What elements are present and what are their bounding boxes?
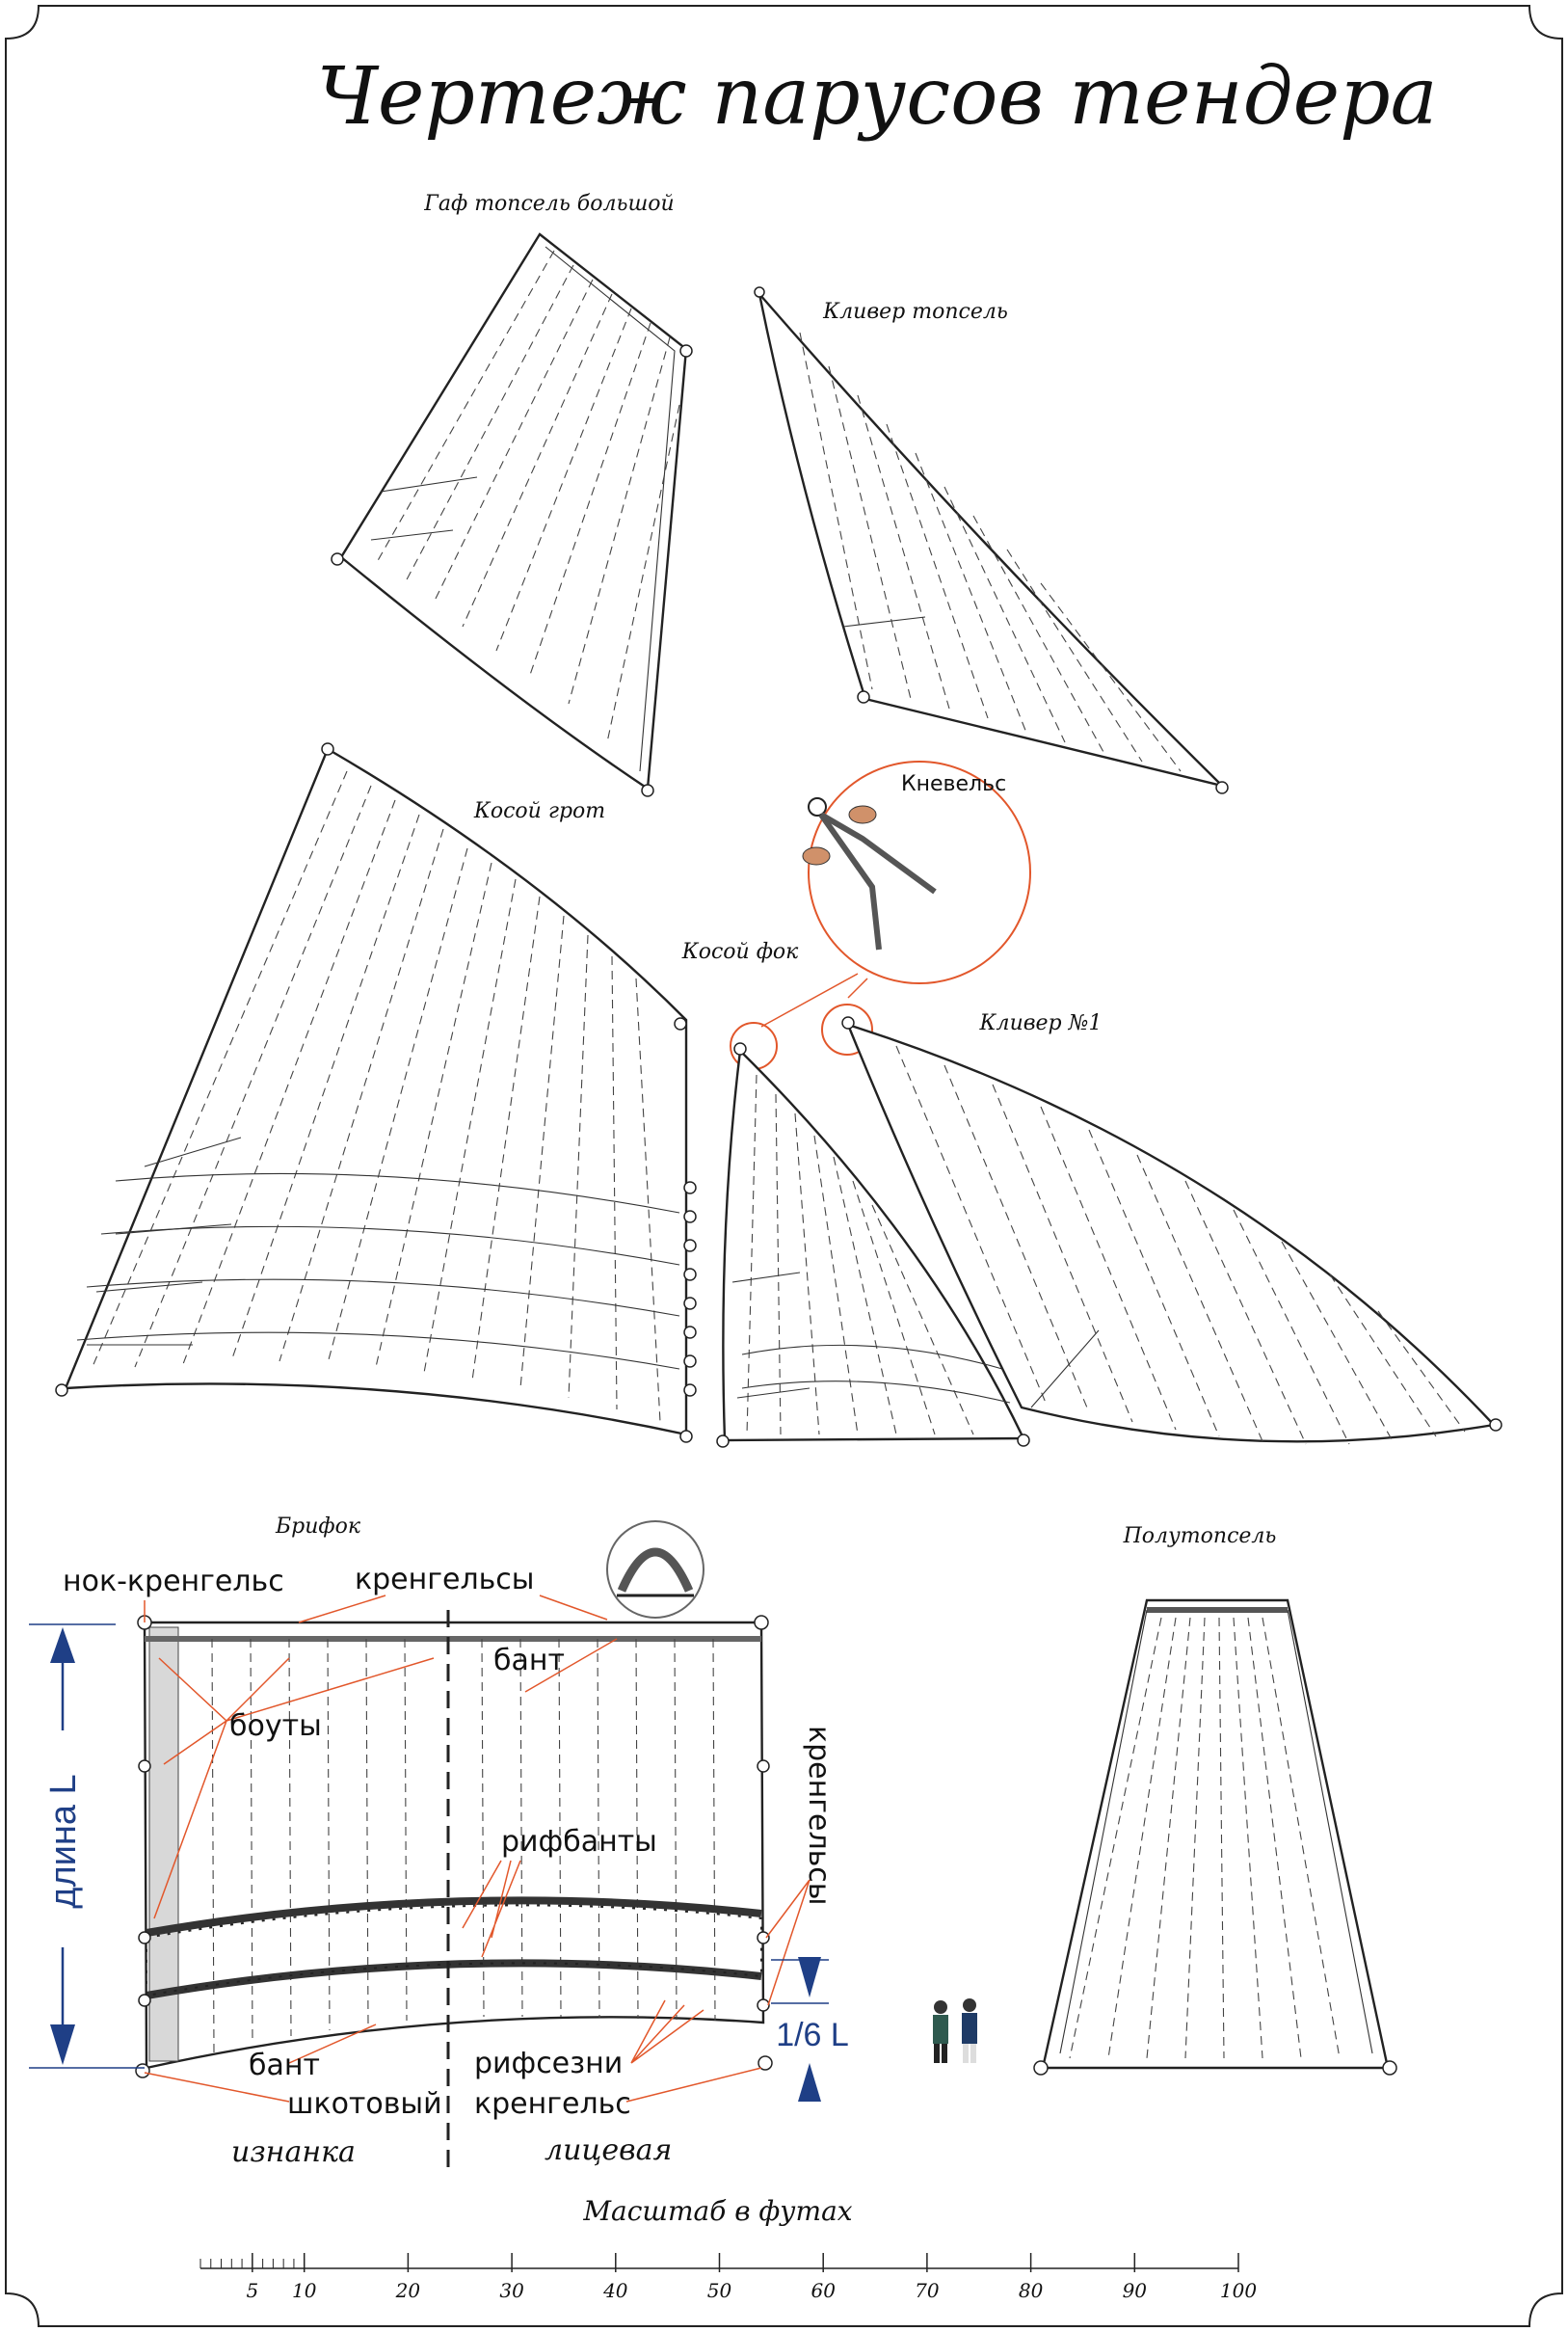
bant-top-label: бант [493,1644,565,1677]
scale-tick-label: 60 [811,2279,836,2302]
nok-krengels-label: нок-кренгельс [63,1565,284,1598]
sixth-label: 1/6 L [776,2017,849,2053]
bant-bottom-label: бант [249,2049,320,2082]
spritsail-drawing [136,1610,772,2169]
scale-tick-label: 100 [1219,2279,1258,2302]
scale-bar [200,2253,1257,2302]
scale-tick-label: 90 [1122,2279,1148,2302]
front-side-label: лицевая [545,2133,673,2167]
half-topsail-label: Полутопсель [1123,1524,1277,1548]
krengelsy-top-label: кренгельсы [355,1563,535,1596]
gaff-topsail-label: Гаф топсель большой [424,192,675,216]
gaff-topsail-drawing [332,234,692,796]
spritsail-label: Брифок [275,1514,361,1539]
krengelsy-side-label: кренгельсы [802,1726,836,1906]
half-topsail-drawing [1034,1600,1396,2075]
scale-tick-label: 40 [603,2279,628,2302]
mainsail-label: Косой грот [473,799,606,823]
reverse-side-label: изнанка [231,2135,356,2169]
foresail-label: Косой фок [681,940,799,964]
scale-tick-label: 30 [499,2279,524,2302]
length-label: длина L [43,1774,84,1909]
scale-tick-label: 50 [706,2279,732,2302]
jib-topsail-drawing [755,287,1228,793]
scale-tick-label: 70 [915,2279,940,2302]
krengels-label: кренгельс [474,2087,631,2121]
mainsail-drawing [56,743,696,1442]
scale-tick-label: 5 [246,2279,259,2302]
scale-tick-label: 20 [395,2279,421,2302]
jib-topsail-label: Кливер топсель [823,300,1008,324]
knevels-label: Кневельс [901,772,1007,796]
scale-title: Масштаб в футах [583,2195,853,2227]
bouty-label: боуты [229,1709,322,1743]
shkotovy-label: шкотовый [287,2087,442,2121]
jib-1-label: Кливер №1 [979,1011,1103,1035]
scale-tick-label: 80 [1018,2279,1044,2302]
page-title: Чертеж парусов тендера [316,51,1438,143]
human-figures [933,1998,977,2063]
rifbanty-label: рифбанты [501,1825,657,1859]
cringle-detail-icon [607,1521,704,1618]
rifsezni-label: рифсезни [474,2047,624,2080]
scale-tick-label: 10 [291,2279,317,2302]
